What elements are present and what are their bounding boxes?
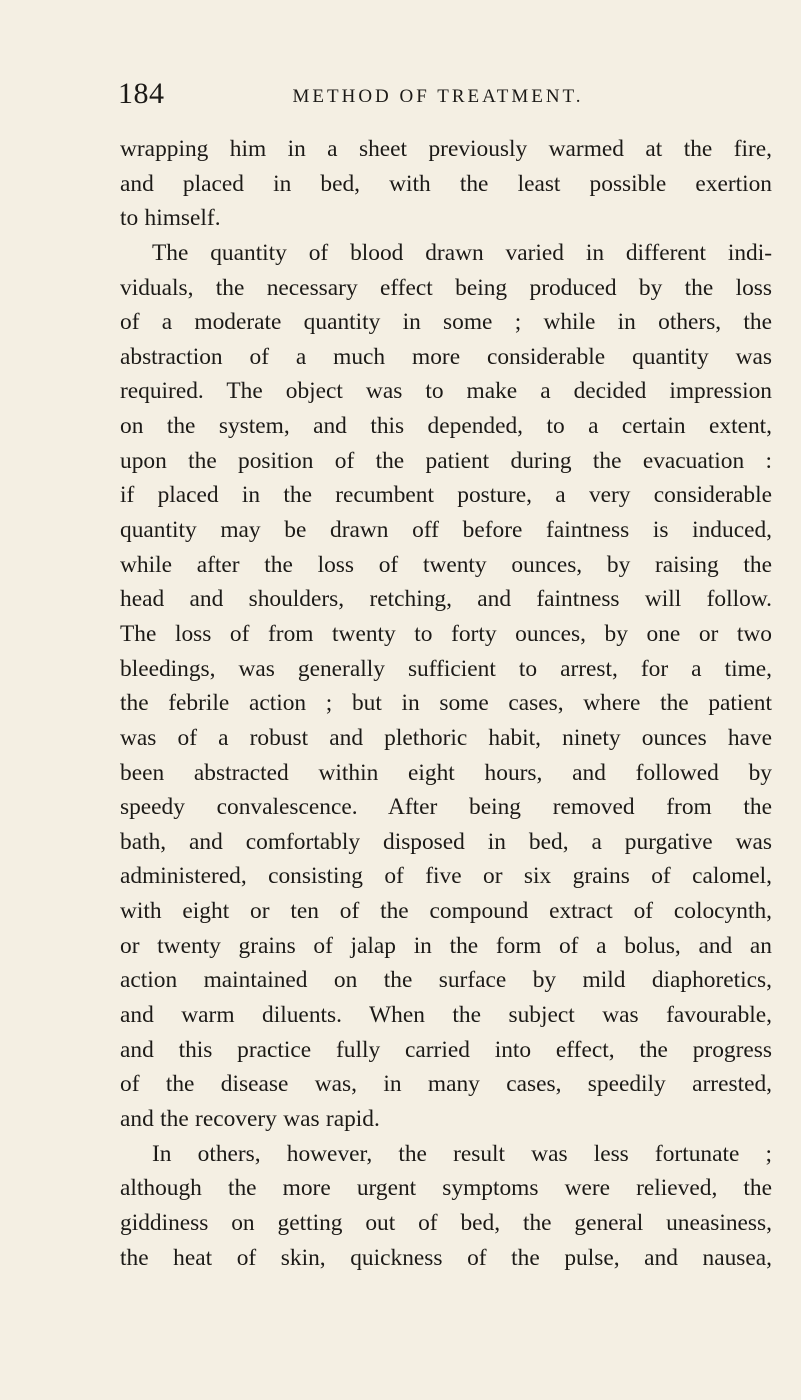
text-line: wrapping him in a sheet previously warmed at the fire, [120,136,772,162]
text-line: was of a robust and plethoric habit, ninety ounces have [120,724,772,751]
text-line: The loss of from twenty to forty ounces, by one or two [120,620,772,647]
text-line: quantity may be drawn off before faintness is induced, [120,517,772,544]
text-line: required. The object was to make a decided impression [120,378,772,405]
text-line: and this practice fully carried into effect, the progress [120,1036,772,1063]
text-line: abstraction of a much more considerable quantity was [120,343,772,370]
text-line: with eight or ten of the compound extract of colocynth, [120,898,772,925]
page-number: 184 [118,77,165,110]
text-line: the heat of skin, quickness of the pulse, and nausea, [120,1244,772,1271]
text-line: while after the loss of twenty ounces, by raising the [120,551,772,578]
text-line: giddiness on getting out of bed, the general uneasiness, [120,1209,772,1236]
text-line: action maintained on the surface by mild diaphoretics, [120,967,772,994]
text-line: or twenty grains of jalap in the form of a bolus, and an [120,932,772,959]
text-line: administered, consisting of five or six grains of calomel, [120,863,772,890]
text-line: viduals, the necessary effect being produced by the loss [120,274,772,301]
body-text [120,132,772,1275]
text-line: on the system, and this depended, to a certain extent, [120,413,772,440]
text-line: although the more urgent symptoms were relieved, the [120,1175,772,1202]
text-line: speedy convalescence. After being removed from the [120,794,772,821]
text-line: of a moderate quantity in some ; while in others, the [120,309,772,336]
running-head: METHOD OF TREATMENT. [292,86,584,107]
text-line: the febrile action ; but in some cases, where the patient [120,690,772,717]
page-header [118,76,758,116]
text-line: to himself. [120,205,221,232]
text-line: if placed in the recumbent posture, a very considerable [120,482,772,509]
text-line: and placed in bed, with the least possible exertion [120,170,772,197]
paragraph-first-line: The quantity of blood drawn varied in different indi- [152,239,772,266]
text-line: of the disease was, in many cases, speedily arrested, [120,1071,772,1098]
text-line: and warm diluents. When the subject was favourable, [120,1002,772,1029]
text-line: upon the position of the patient during the evacuation : [120,447,772,474]
text-line: and the recovery was rapid. [120,1105,380,1132]
text-line: bleedings, was generally sufficient to arrest, for a time, [120,655,772,682]
text-line: been abstracted within eight hours, and followed by [120,759,772,786]
text-line: bath, and comfortably disposed in bed, a purgative was [120,828,772,855]
paragraph-first-line: In others, however, the result was less fortunate ; [152,1140,772,1167]
text-line: head and shoulders, retching, and faintness will follow. [120,586,772,613]
